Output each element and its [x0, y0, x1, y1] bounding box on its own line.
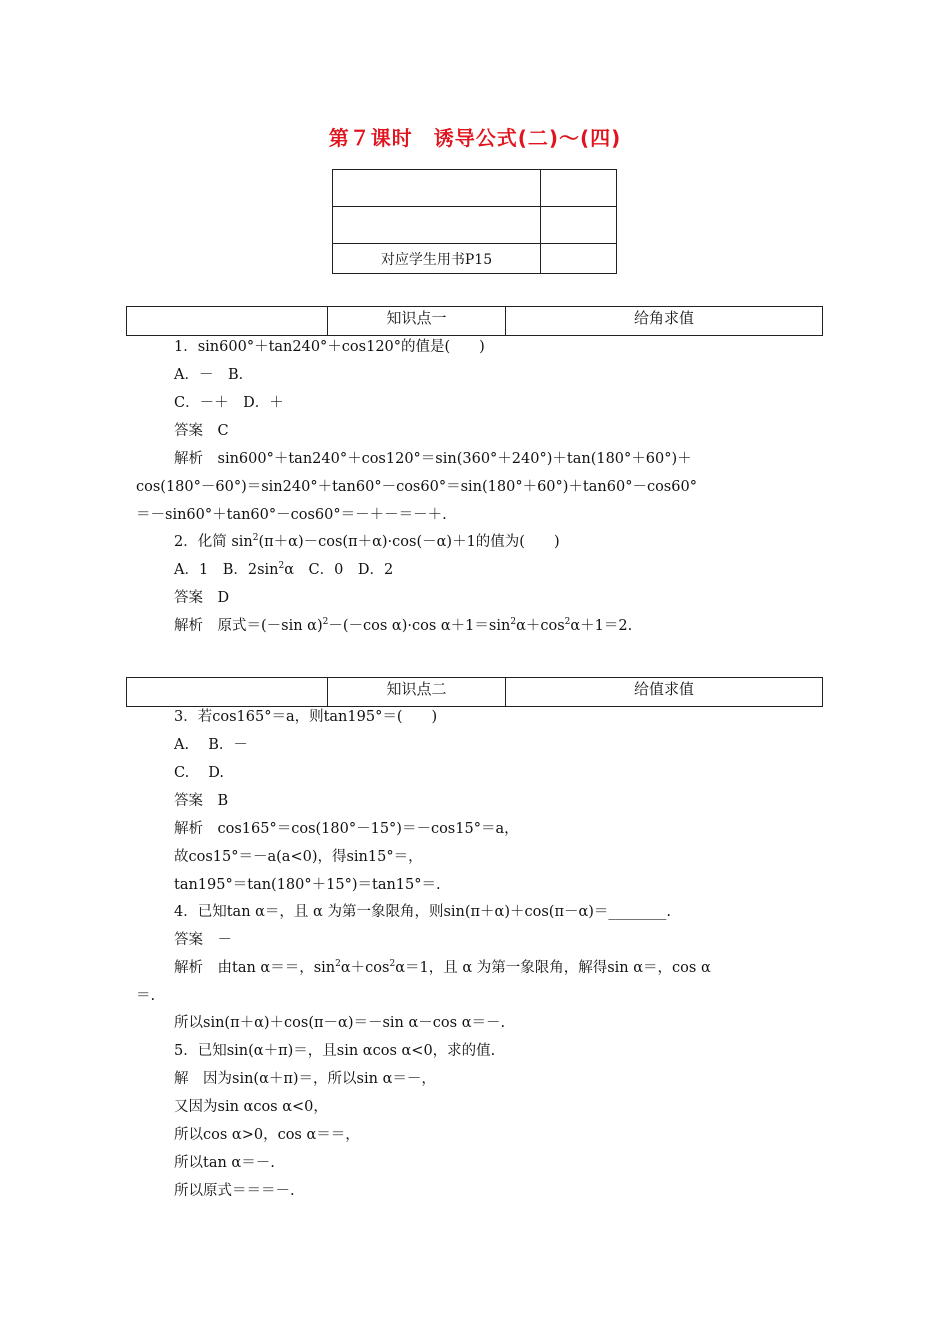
question-1-solution-line-1: 解析 sin600°＋tan240°＋cos120°＝sin(360°＋240°)＋tan(180°＋60°)＋ [174, 451, 692, 467]
question-5-stem: 5．已知sin(α＋π)＝，且sin αcos α<0，求的值. [174, 1043, 496, 1059]
question-5-solution-line-2: 又因为sin αcos α<0， [174, 1099, 328, 1115]
question-4-solution-line-2: ＝. [136, 988, 156, 1004]
question-2-answer: 答案 D [174, 590, 230, 606]
section-header-2 [126, 677, 823, 707]
page-title: 第７课时 诱导公式(二)～(四) [328, 126, 622, 150]
question-4-stem: 4．已知tan α＝，且 α 为第一象限角，则sin(π＋α)＋cos(π－α)＝________. [174, 904, 672, 920]
question-3-solution-line-3: tan195°＝tan(180°＋15°)＝tan15°＝. [174, 877, 441, 893]
question-3-solution-line-1: 解析 cos165°＝cos(180°－15°)＝－cos15°＝a， [174, 821, 519, 837]
section-label: 知识点二 [328, 678, 506, 707]
question-3-answer: 答案 B [174, 793, 229, 809]
question-3-solution-line-2: 故cos15°＝－a(a<0)，得sin15°＝， [174, 849, 423, 865]
question-3-options-cd: C. D. [174, 765, 225, 781]
question-4-solution-line-1: 解析 由tan α＝＝，$\sin^2\alpha+\cos^2\alpha=1$，且 α 为第一象限角，解得sin α＝，cos α [174, 959, 711, 976]
question-3-stem: 3．若cos165°＝a，则tan195°＝( ) [174, 709, 438, 725]
question-1-answer: 答案 C [174, 423, 229, 439]
question-4-solution-line-3: 所以sin(π＋α)＋cos(π－α)＝－sin α－cos α＝－. [174, 1015, 506, 1031]
question-1-stem: 1．sin600°＋tan240°＋cos120°的值是( ) [174, 339, 485, 355]
question-3-options-ab: A. B．－ [174, 737, 248, 753]
section-header-1 [126, 306, 823, 336]
question-1-options-cd: C．－＋ D．＋ [174, 395, 284, 411]
book-reference: 对应学生用书P15 [333, 244, 541, 274]
section-topic: 给值求值 [506, 678, 823, 707]
question-1-options-ab: A．－ B． [174, 367, 254, 383]
question-5-solution-line-4: 所以tan α＝－. [174, 1155, 275, 1171]
question-5-solution-line-1: 解 因为sin(α＋π)＝，所以sin α＝－， [174, 1071, 436, 1087]
section-topic: 给角求值 [506, 307, 823, 336]
question-2-solution: 解析 原式＝(－sin α)$^2$－(－cos α)·cos $\alpha+1=\sin^2\alpha+\cos^2\alpha+1=2$. [174, 617, 633, 634]
question-5-solution-line-5: 所以原式＝＝＝－. [174, 1183, 295, 1199]
question-2-stem: 2．化简 $\sin^2(\pi+\alpha)-\cos(\pi+\alpha)\cdot\cos(-\alpha)+1$的值为( ) [174, 533, 560, 550]
question-2-options: A．1 B．$2\sin^2\alpha$ C．0 D．2 [174, 561, 394, 578]
question-4-answer: 答案 － [174, 932, 232, 948]
question-5-solution-line-3: 所以cos α>0，cos α＝＝， [174, 1127, 360, 1143]
section-label: 知识点一 [328, 307, 506, 336]
question-1-solution-line-3: ＝－sin60°＋tan60°－cos60°＝－＋－＝－＋. [136, 507, 447, 523]
reference-table [332, 169, 617, 274]
question-1-solution-line-2: cos(180°－60°)＝sin240°＋tan60°－cos60°＝sin(180°＋60°)＋tan60°－cos60° [136, 479, 697, 495]
